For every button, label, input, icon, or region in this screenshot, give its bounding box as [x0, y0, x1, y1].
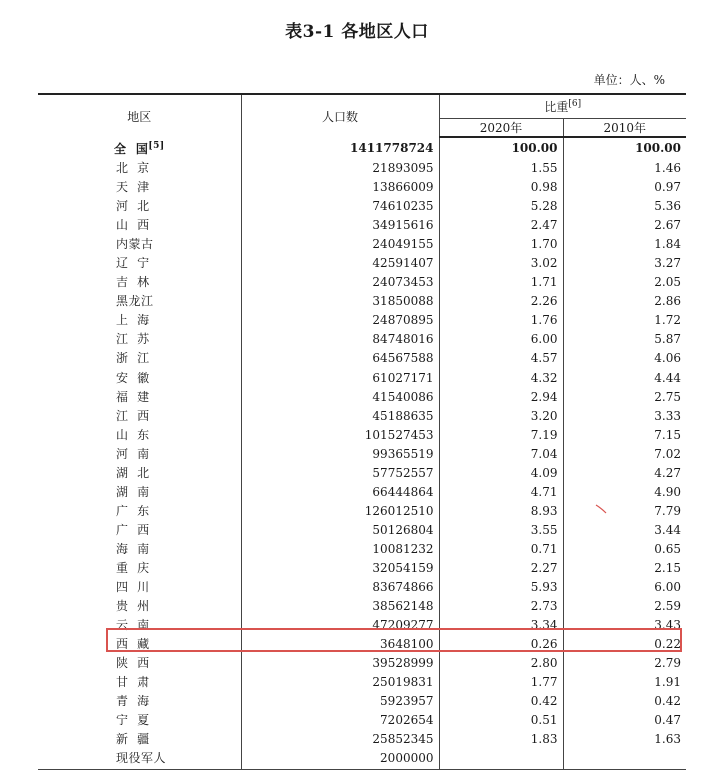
- region-name-total: 全 国: [114, 142, 149, 156]
- table-row: [38, 711, 686, 730]
- share-2020-cell: 3.34: [439, 616, 563, 635]
- population-cell: 24073453: [241, 273, 439, 292]
- share-2020-cell: 4.57: [439, 349, 563, 368]
- region-cell: 青 海: [116, 694, 150, 709]
- region-cell: 云 南: [116, 618, 150, 633]
- table-row-total: [38, 137, 686, 159]
- region-cell: 江 西: [116, 408, 150, 423]
- table-row: [38, 597, 686, 616]
- population-cell: 74610235: [241, 197, 439, 216]
- table-row: [38, 559, 686, 578]
- share-2010-cell: 3.27: [563, 254, 686, 273]
- region-cell: 四 川: [116, 580, 150, 595]
- header-population: 人口数: [241, 94, 439, 137]
- table-row: [38, 502, 686, 521]
- region-cell: 湖 南: [116, 484, 150, 499]
- region-cell: 内蒙古: [116, 237, 154, 252]
- region-cell: 甘 肃: [116, 675, 150, 690]
- population-cell: 57752557: [241, 464, 439, 483]
- table-row: [38, 673, 686, 692]
- region-cell: 河 南: [116, 446, 150, 461]
- share-2020-cell: 4.32: [439, 369, 563, 388]
- table-row: [38, 654, 686, 673]
- table-row: [38, 235, 686, 254]
- share-2020-cell: 0.71: [439, 540, 563, 559]
- table-row: [38, 578, 686, 597]
- table-row: [38, 330, 686, 349]
- share-2010-cell: [563, 749, 686, 769]
- red-pen-mark: [595, 504, 607, 514]
- table-row: [38, 426, 686, 445]
- share-2020-cell-total: 100.00: [439, 137, 563, 159]
- region-cell: 黑龙江: [116, 294, 154, 309]
- region-cell: 山 西: [116, 218, 150, 233]
- population-cell: 61027171: [241, 369, 439, 388]
- population-cell: 66444864: [241, 483, 439, 502]
- share-2020-cell: 5.93: [439, 578, 563, 597]
- share-2010-cell: 3.33: [563, 407, 686, 426]
- share-2020-cell: 1.71: [439, 273, 563, 292]
- population-cell: 99365519: [241, 445, 439, 464]
- region-cell: 天 津: [116, 180, 150, 195]
- region-cell: 陕 西: [116, 656, 150, 671]
- table-row: [38, 292, 686, 311]
- share-2020-cell: 1.77: [439, 673, 563, 692]
- region-cell: 吉 林: [116, 275, 150, 290]
- table-row: [38, 749, 686, 769]
- share-2020-cell: 2.26: [439, 292, 563, 311]
- region-cell: 贵 州: [116, 599, 150, 614]
- share-2020-cell: 2.80: [439, 654, 563, 673]
- unit-label: 单位：人、%: [593, 73, 665, 87]
- share-2020-cell: 1.70: [439, 235, 563, 254]
- share-2020-cell: 0.26: [439, 635, 563, 654]
- share-2020-cell: 7.04: [439, 445, 563, 464]
- share-2020-cell: 6.00: [439, 330, 563, 349]
- share-2020-cell: 4.71: [439, 483, 563, 502]
- region-cell: 安 徽: [116, 370, 150, 385]
- total-note: [5]: [148, 141, 165, 151]
- table-row: [38, 540, 686, 559]
- population-cell: 50126804: [241, 521, 439, 540]
- region-cell: 海 南: [116, 541, 150, 556]
- share-2020-cell: 1.55: [439, 159, 563, 178]
- share-2010-cell: 1.91: [563, 673, 686, 692]
- population-cell: 13866009: [241, 178, 439, 197]
- population-cell: 39528999: [241, 654, 439, 673]
- share-2010-cell: 6.00: [563, 578, 686, 597]
- table-row: [38, 273, 686, 292]
- share-2010-cell: 3.43: [563, 616, 686, 635]
- population-cell: 25019831: [241, 673, 439, 692]
- share-2010-cell: 4.90: [563, 483, 686, 502]
- share-2010-cell: 0.97: [563, 178, 686, 197]
- share-2010-cell: 2.15: [563, 559, 686, 578]
- share-2010-cell: 7.79: [563, 502, 686, 521]
- share-2010-cell: 3.44: [563, 521, 686, 540]
- share-2020-cell: 0.51: [439, 711, 563, 730]
- table-body: [38, 137, 686, 769]
- share-2020-cell: 1.76: [439, 311, 563, 330]
- region-cell: 重 庆: [116, 561, 150, 575]
- share-2010-cell: 0.65: [563, 540, 686, 559]
- share-2020-cell: 8.93: [439, 502, 563, 521]
- share-2010-cell: 2.86: [563, 292, 686, 311]
- table-row: [38, 254, 686, 273]
- population-cell: 21893095: [241, 159, 439, 178]
- page-title: 表3-1 各地区人口: [285, 22, 429, 42]
- population-cell-total: 1411778724: [241, 137, 439, 159]
- header-share: [439, 94, 686, 119]
- header-year-2010: 2010年: [563, 119, 686, 138]
- table-row: [38, 178, 686, 197]
- table-row: [38, 692, 686, 711]
- share-2010-cell: 2.75: [563, 388, 686, 407]
- region-cell: 上 海: [116, 313, 150, 328]
- population-cell: 41540086: [241, 388, 439, 407]
- population-cell: 2000000: [241, 749, 439, 769]
- share-2010-cell: 2.79: [563, 654, 686, 673]
- share-2010-cell: 0.42: [563, 692, 686, 711]
- population-cell: 64567588: [241, 349, 439, 368]
- share-2010-cell-total: 100.00: [563, 137, 686, 159]
- region-cell: 湖 北: [116, 465, 150, 480]
- header-share-note: [6]: [568, 99, 582, 109]
- share-2010-cell: 1.72: [563, 311, 686, 330]
- share-2020-cell: 2.47: [439, 216, 563, 235]
- table-row: [38, 216, 686, 235]
- table-row: [38, 483, 686, 502]
- share-2020-cell: [439, 749, 563, 769]
- header-year-2020: 2020年: [439, 119, 563, 138]
- share-2010-cell: 2.67: [563, 216, 686, 235]
- region-cell-total: [38, 137, 241, 159]
- share-2010-cell: 0.47: [563, 711, 686, 730]
- share-2020-cell: 3.20: [439, 407, 563, 426]
- region-cell: 浙 江: [116, 351, 150, 366]
- share-2020-cell: 2.73: [439, 597, 563, 616]
- population-cell: 5923957: [241, 692, 439, 711]
- region-cell: 西 藏: [116, 637, 150, 652]
- population-cell: 32054159: [241, 559, 439, 578]
- header-region: 地区: [38, 94, 241, 137]
- region-cell: 河 北: [116, 199, 150, 214]
- population-cell: 83674866: [241, 578, 439, 597]
- region-cell: 江 苏: [116, 332, 150, 347]
- population-cell: 45188635: [241, 407, 439, 426]
- share-2020-cell: 3.02: [439, 254, 563, 273]
- highlight-box: [106, 628, 682, 652]
- table-row: [38, 197, 686, 216]
- share-2020-cell: 5.28: [439, 197, 563, 216]
- table-row: [38, 464, 686, 483]
- table-row: [38, 445, 686, 464]
- share-2010-cell: 0.22: [563, 635, 686, 654]
- population-cell: 34915616: [241, 216, 439, 235]
- share-2010-cell: 1.84: [563, 235, 686, 254]
- table-row: [38, 388, 686, 407]
- region-cell: 广 东: [116, 503, 150, 518]
- share-2010-cell: 7.02: [563, 445, 686, 464]
- share-2010-cell: 1.63: [563, 730, 686, 749]
- header-share-label: 比重: [544, 100, 569, 114]
- table-row: [38, 521, 686, 540]
- region-cell: 北 京: [116, 161, 150, 176]
- share-2020-cell: 2.94: [439, 388, 563, 407]
- table-row: [38, 730, 686, 749]
- share-2020-cell: 2.27: [439, 559, 563, 578]
- share-2020-cell: 0.42: [439, 692, 563, 711]
- share-2010-cell: 5.87: [563, 330, 686, 349]
- share-2020-cell: 3.55: [439, 521, 563, 540]
- population-cell: 24870895: [241, 311, 439, 330]
- region-cell: 宁 夏: [116, 713, 150, 728]
- population-cell: 3648100: [241, 635, 439, 654]
- share-2020-cell: 7.19: [439, 426, 563, 445]
- table-row: [38, 369, 686, 388]
- region-cell: 现役军人: [38, 749, 241, 769]
- share-2010-cell: 5.36: [563, 197, 686, 216]
- share-2020-cell: 1.83: [439, 730, 563, 749]
- share-2010-cell: 4.06: [563, 349, 686, 368]
- share-2010-cell: 4.27: [563, 464, 686, 483]
- population-cell: 38562148: [241, 597, 439, 616]
- population-table: [38, 93, 686, 770]
- population-cell: 47209277: [241, 616, 439, 635]
- share-2010-cell: 2.59: [563, 597, 686, 616]
- population-cell: 84748016: [241, 330, 439, 349]
- share-2020-cell: 0.98: [439, 178, 563, 197]
- table-row: [38, 349, 686, 368]
- region-cell: 山 东: [116, 427, 150, 442]
- population-cell: 24049155: [241, 235, 439, 254]
- share-2020-cell: 4.09: [439, 464, 563, 483]
- region-cell: 福 建: [116, 389, 150, 404]
- population-cell: 25852345: [241, 730, 439, 749]
- share-2010-cell: 4.44: [563, 369, 686, 388]
- population-cell: 42591407: [241, 254, 439, 273]
- region-cell: 新 疆: [116, 732, 150, 747]
- region-cell: 广 西: [116, 522, 150, 537]
- table-row: [38, 407, 686, 426]
- population-cell: 31850088: [241, 292, 439, 311]
- table-row: [38, 159, 686, 178]
- population-cell: 126012510: [241, 502, 439, 521]
- share-2010-cell: 7.15: [563, 426, 686, 445]
- population-cell: 101527453: [241, 426, 439, 445]
- region-cell: 辽 宁: [116, 256, 150, 271]
- share-2010-cell: 1.46: [563, 159, 686, 178]
- population-cell: 7202654: [241, 711, 439, 730]
- share-2010-cell: 2.05: [563, 273, 686, 292]
- table-row: [38, 311, 686, 330]
- population-cell: 10081232: [241, 540, 439, 559]
